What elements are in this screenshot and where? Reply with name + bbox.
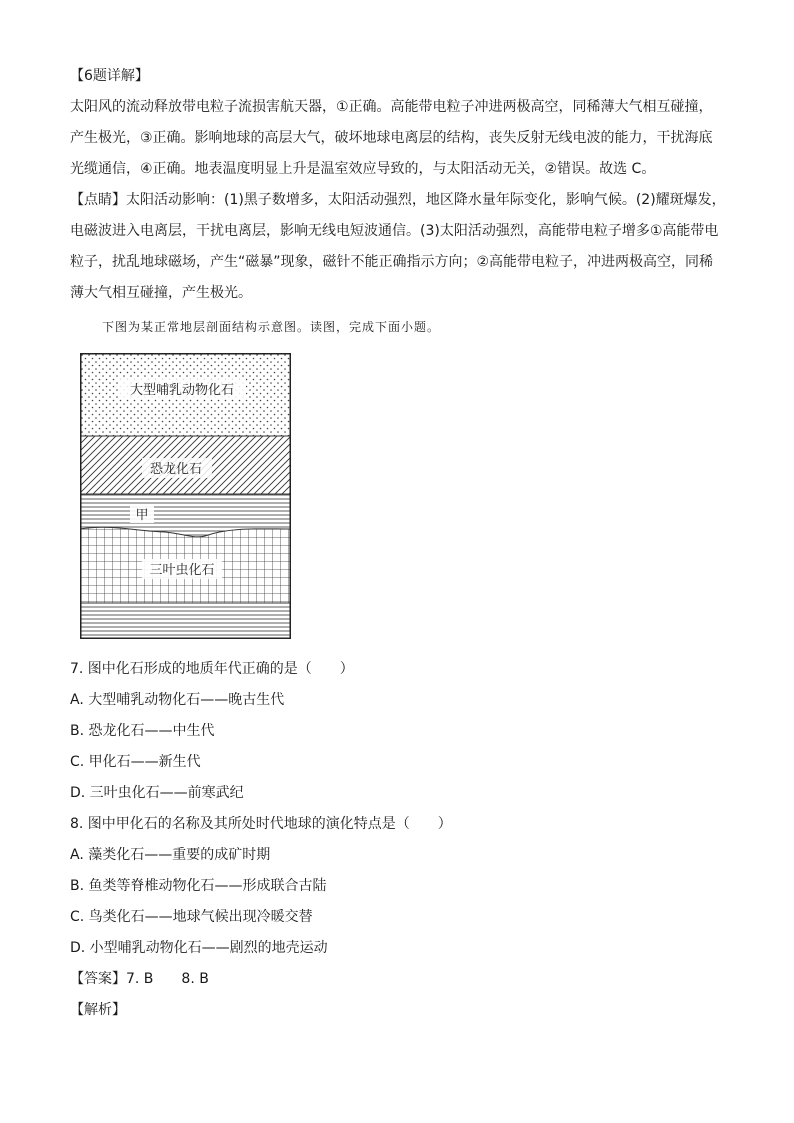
question-8-option-b: B. 鱼类等脊椎动物化石——形成联合古陆 — [70, 878, 327, 894]
dinosaur-label: 恐龙化石 — [149, 462, 203, 477]
tips-line-2: 电磁波进入电离层，干扰电离层，影响无线电短波通信。(3)太阳活动强烈，高能带电粒子增多①高能带电 — [70, 223, 719, 239]
section6-line-1: 太阳风的流动释放带电粒子流损害航天器，①正确。高能带电粒子冲进两极高空，同稀薄大气相互碰撞， — [70, 99, 713, 115]
figure-caption: 下图为某正常地层剖面结构示意图。读图，完成下面小题。 — [102, 320, 441, 334]
section6-line-2: 产生极光，③正确。影响地球的高层大气，破坏地球电离层的结构，丧失反射无线电波的能力，干扰海底 — [70, 130, 713, 146]
bottom-layer — [80, 603, 291, 639]
trilobite-label: 三叶虫化石 — [149, 563, 215, 578]
analysis-heading: 【解析】 — [70, 1002, 126, 1018]
section6-heading: 【6题详解】 — [70, 68, 149, 84]
question-7-option-b: B. 恐龙化石——中生代 — [70, 723, 215, 739]
strata-svg — [80, 353, 291, 639]
question-7-option-c: C. 甲化石——新生代 — [70, 754, 201, 770]
jia-label: 甲 — [135, 508, 149, 523]
mammal-label: 大型哺乳动物化石 — [129, 383, 235, 398]
tips-line-4: 薄大气相互碰撞，产生极光。 — [70, 285, 252, 301]
question-8-option-c: C. 鸟类化石——地球气候出现冷暖交替 — [70, 909, 313, 925]
tips-line-3: 粒子，扰乱地球磁场，产生“磁暴”现象，磁针不能正确指示方向；②高能带电粒子，冲进两极高空，同稀 — [70, 254, 714, 270]
section6-line-3: 光缆通信，④正确。地表温度明显上升是温室效应导致的，与太阳活动无关，②错误。故选 C。 — [70, 161, 656, 177]
question-8-option-a: A. 藻类化石——重要的成矿时期 — [70, 847, 271, 863]
question-7-stem: 7. 图中化石形成的地质年代正确的是（ ） — [70, 661, 354, 677]
question-7-option-d: D. 三叶虫化石——前寒武纪 — [70, 785, 244, 801]
answer-line: 【答案】7. B 8. B — [70, 971, 209, 987]
question-7-option-a: A. 大型哺乳动物化石——晚古生代 — [70, 692, 285, 708]
strata-diagram — [80, 353, 291, 639]
question-8-stem: 8. 图中甲化石的名称及其所处时代地球的演化特点是（ ） — [70, 816, 452, 832]
tips-line-1: 【点睛】太阳活动影响：(1)黑子数增多，太阳活动强烈，地区降水量年际变化，影响气候。(2)耀斑爆发， — [70, 192, 726, 208]
question-8-option-d: D. 小型哺乳动物化石——剧烈的地壳运动 — [70, 940, 328, 956]
